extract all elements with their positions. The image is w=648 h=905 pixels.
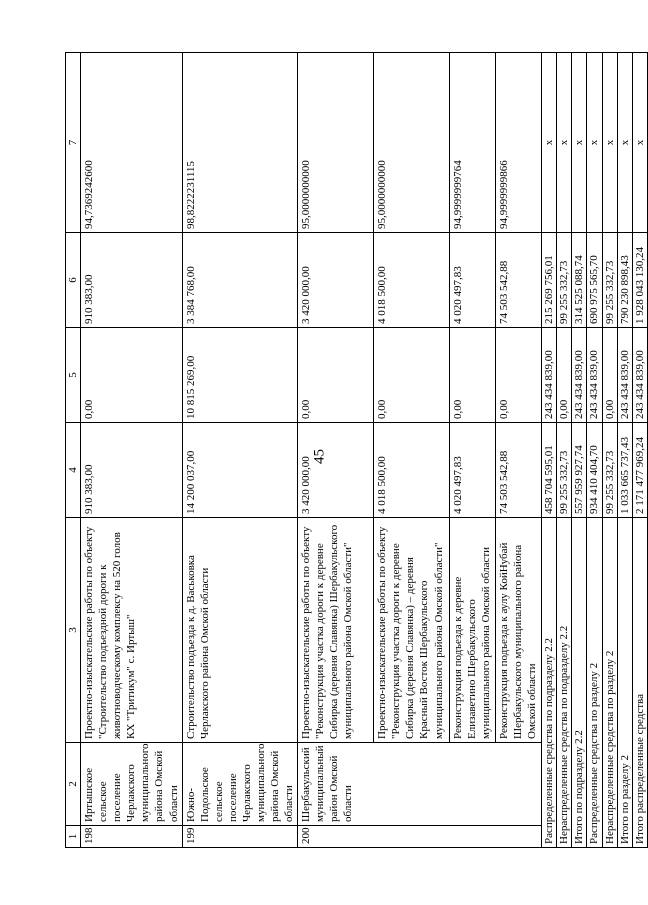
budget-table bbox=[65, 52, 648, 848]
table-row bbox=[374, 53, 450, 848]
total-amount: 1 033 665 737,43 bbox=[617, 423, 632, 518]
column-number: 6 bbox=[66, 233, 81, 328]
share-percent: 94,9999999764 bbox=[450, 53, 496, 233]
summary-row bbox=[632, 53, 647, 848]
share-percent: x bbox=[587, 53, 602, 233]
project-name: Проектно-изыскательские работы по объекту "Строительство подъездной дороги к животноводческому комплексу на 520 голов КХ "Тритикум" с. Иртыш" bbox=[81, 518, 183, 743]
column-number: 2 bbox=[66, 743, 81, 826]
column-number: 7 bbox=[66, 53, 81, 233]
column-number-row bbox=[66, 53, 81, 848]
share-percent: x bbox=[572, 53, 587, 233]
row-number: 199 bbox=[182, 826, 298, 848]
total-amount: 910 383,00 bbox=[81, 423, 183, 518]
share-percent: 95,0000000000 bbox=[374, 53, 450, 233]
federal-amount: 0,00 bbox=[81, 328, 183, 423]
summary-label: Итого по разделу 2 bbox=[617, 518, 632, 848]
federal-amount: 243 434 839,00 bbox=[572, 328, 587, 423]
total-amount: 557 959 927,74 bbox=[572, 423, 587, 518]
total-amount: 2 171 477 969,24 bbox=[632, 423, 647, 518]
summary-label: Распределенные средства по разделу 2 bbox=[587, 518, 602, 848]
share-percent: x bbox=[557, 53, 572, 233]
regional-amount: 99 255 332,73 bbox=[557, 233, 572, 328]
table-row bbox=[81, 53, 183, 848]
summary-row bbox=[557, 53, 572, 848]
share-percent: x bbox=[632, 53, 647, 233]
summary-label: Нераспределенные средства по подразделу 2.2 bbox=[557, 518, 572, 848]
summary-label: Итого распределенные средства bbox=[632, 518, 647, 848]
summary-label: Нераспределенные средства по разделу 2 bbox=[602, 518, 617, 848]
total-amount: 99 255 332,73 bbox=[557, 423, 572, 518]
total-amount: 4 018 500,00 bbox=[374, 423, 450, 518]
federal-amount: 0,00 bbox=[298, 328, 374, 423]
project-name: Проектно-изыскательские работы по объекту "Реконструкция участка дороги к деревне Сибирка (деревня Славянка) – деревня Красный Восток Шербакульского муниципального района Омской области" bbox=[374, 518, 450, 743]
total-amount: 458 704 595,01 bbox=[542, 423, 557, 518]
summary-row bbox=[572, 53, 587, 848]
share-percent: x bbox=[602, 53, 617, 233]
regional-amount: 3 384 768,00 bbox=[182, 233, 298, 328]
total-amount: 99 255 332,73 bbox=[602, 423, 617, 518]
regional-amount: 690 975 565,70 bbox=[587, 233, 602, 328]
regional-amount: 790 230 898,43 bbox=[617, 233, 632, 328]
total-amount: 934 410 404,70 bbox=[587, 423, 602, 518]
share-percent: 94,9999999866 bbox=[496, 53, 542, 233]
share-percent: 95,0000000000 bbox=[298, 53, 374, 233]
regional-amount: 4 020 497,83 bbox=[450, 233, 496, 328]
federal-amount: 0,00 bbox=[557, 328, 572, 423]
total-amount: 3 420 000,00 bbox=[298, 423, 374, 518]
regional-amount: 1 928 043 130,24 bbox=[632, 233, 647, 328]
summary-label: Распределенные средства по подразделу 2.2 bbox=[542, 518, 557, 848]
federal-amount: 243 434 839,00 bbox=[542, 328, 557, 423]
project-name: Реконструкция подъезда к деревне Елизаветино Шербакульского муниципального района Омской области bbox=[450, 518, 496, 743]
summary-label: Итого по подразделу 2.2 bbox=[572, 518, 587, 848]
federal-amount: 243 434 839,00 bbox=[587, 328, 602, 423]
regional-amount: 215 269 756,01 bbox=[542, 233, 557, 328]
federal-amount: 0,00 bbox=[496, 328, 542, 423]
total-amount: 4 020 497,83 bbox=[450, 423, 496, 518]
summary-row bbox=[542, 53, 557, 848]
column-number: 3 bbox=[66, 518, 81, 743]
federal-amount: 0,00 bbox=[450, 328, 496, 423]
table-row bbox=[298, 53, 374, 848]
total-amount: 74 503 542,88 bbox=[496, 423, 542, 518]
regional-amount: 910 383,00 bbox=[81, 233, 183, 328]
federal-amount: 0,00 bbox=[602, 328, 617, 423]
share-percent: x bbox=[617, 53, 632, 233]
regional-amount: 74 503 542,88 bbox=[496, 233, 542, 328]
project-name: Проектно-изыскательские работы по объекту "Реконструкция участка дороги к деревне Сибирка (деревня Славянка) Шербакульского муниципального района Омской области" bbox=[298, 518, 374, 743]
table-row bbox=[450, 53, 496, 848]
budget-table-sheet bbox=[65, 53, 646, 848]
settlement-name: Шербакульский муниципальный район Омской области bbox=[298, 743, 542, 826]
regional-amount: 99 255 332,73 bbox=[602, 233, 617, 328]
regional-amount: 3 420 000,00 bbox=[298, 233, 374, 328]
regional-amount: 314 525 088,74 bbox=[572, 233, 587, 328]
column-number: 4 bbox=[66, 423, 81, 518]
project-name: Строительство подъезда к д. Васьковка Черлакского района Омской области bbox=[182, 518, 298, 743]
table-row bbox=[496, 53, 542, 848]
share-percent: 94,7369242600 bbox=[81, 53, 183, 233]
regional-amount: 4 018 500,00 bbox=[374, 233, 450, 328]
federal-amount: 243 434 839,00 bbox=[617, 328, 632, 423]
settlement-name: Иртышское сельское поселение Черлакского муниципального района Омской области bbox=[81, 743, 183, 826]
column-number: 5 bbox=[66, 328, 81, 423]
federal-amount: 10 815 269,00 bbox=[182, 328, 298, 423]
row-number: 198 bbox=[81, 826, 183, 848]
project-name: Реконструкция подъезда к аулу КойНубай Шербакульского муниципального района Омской области bbox=[496, 518, 542, 743]
summary-row bbox=[587, 53, 602, 848]
share-percent: x bbox=[542, 53, 557, 233]
federal-amount: 0,00 bbox=[374, 328, 450, 423]
total-amount: 14 200 037,00 bbox=[182, 423, 298, 518]
table-row bbox=[182, 53, 298, 848]
federal-amount: 243 434 839,00 bbox=[632, 328, 647, 423]
share-percent: 98,8222231115 bbox=[182, 53, 298, 233]
summary-row bbox=[602, 53, 617, 848]
settlement-name: Южно-Подольское сельское поселение Черлакского муниципального района Омской области bbox=[182, 743, 298, 826]
row-number: 200 bbox=[298, 826, 542, 848]
summary-row bbox=[617, 53, 632, 848]
column-number: 1 bbox=[66, 826, 81, 848]
page-number: 45 bbox=[311, 449, 328, 464]
